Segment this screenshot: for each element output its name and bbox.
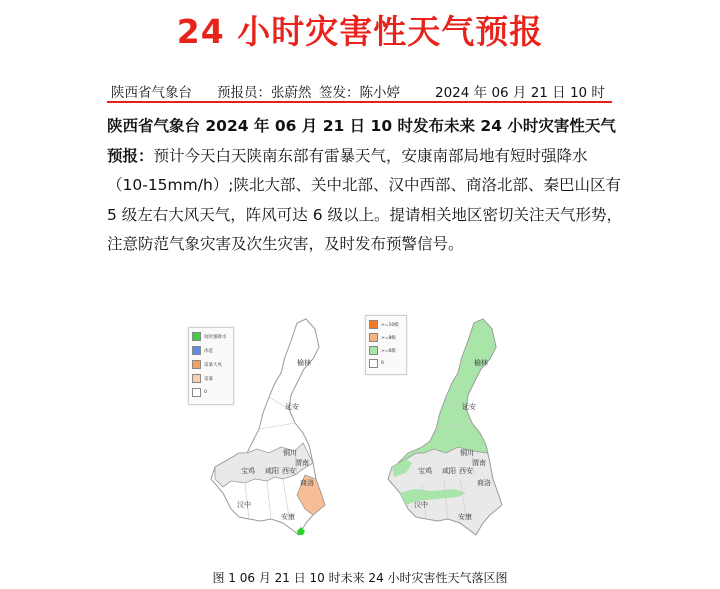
city-label: 渭南 bbox=[295, 459, 309, 467]
city-label: 咸阳 bbox=[265, 467, 279, 475]
legend-swatch bbox=[192, 360, 201, 369]
legend-swatch bbox=[192, 346, 201, 355]
forecast-lead: 陕西省气象台 2024 年 06 月 21 日 10 时发布未来 24 小时灾害性天气预报： bbox=[107, 117, 616, 165]
legend-swatch bbox=[192, 332, 201, 341]
meta-forecaster: 预报员：张蔚然 bbox=[217, 85, 312, 101]
city-label: 商洛 bbox=[477, 479, 491, 487]
legend-item: 冰雹 bbox=[192, 346, 213, 355]
legend-swatch bbox=[369, 333, 378, 342]
legend-swatch bbox=[369, 346, 378, 355]
legend-swatch bbox=[369, 359, 378, 368]
legend-item: >=6级 bbox=[369, 346, 396, 355]
legend-swatch bbox=[192, 388, 201, 397]
legend-item: 短时强降水 bbox=[192, 332, 227, 341]
city-label: 咸阳 bbox=[442, 467, 456, 475]
city-label: 汉中 bbox=[414, 501, 428, 509]
city-label: 商洛 bbox=[300, 479, 314, 487]
city-label: 延安 bbox=[462, 403, 476, 411]
city-label: 渭南 bbox=[472, 459, 486, 467]
meta-signer: 签发：陈小婷 bbox=[319, 85, 400, 101]
wind-6-area-north bbox=[398, 319, 496, 463]
city-label: 宝鸡 bbox=[418, 467, 432, 475]
city-label: 宝鸡 bbox=[241, 467, 255, 475]
city-label: 西安 bbox=[282, 467, 296, 475]
legend-item: 0 bbox=[369, 359, 384, 368]
legend-item: >=10级 bbox=[369, 320, 399, 329]
city-label: 延安 bbox=[285, 403, 299, 411]
city-label: 铜川 bbox=[460, 449, 474, 457]
legend-item: 0 bbox=[192, 388, 207, 397]
legend-right bbox=[365, 315, 407, 375]
city-label: 榆林 bbox=[474, 359, 488, 367]
meta-org: 陕西省气象台 bbox=[111, 85, 192, 101]
city-label: 铜川 bbox=[283, 449, 297, 457]
map-hazard-weather bbox=[185, 313, 345, 543]
forecast-body: 预计今天白天陕南东部有雷暴天气，安康南部局地有短时强降水（10-15mm/h）;陕北大部、关中北部、汉中西部、商洛北部、秦巴山区有 5 级左右大风天气，阵风可达 6 级以上。提请相关地区密切关注天气形势，注意防范气象灾害及次生灾害，及时发布预警信号。 bbox=[107, 146, 623, 253]
meta-line bbox=[111, 81, 609, 101]
city-label: 汉中 bbox=[237, 501, 251, 509]
header-divider bbox=[107, 101, 612, 103]
figure-caption: 图 1 06 月 21 日 10 时未来 24 小时灾害性天气落区图 bbox=[212, 571, 508, 585]
city-label: 西安 bbox=[459, 467, 473, 475]
legend-item: 雷暴大风 bbox=[192, 360, 222, 369]
map-strong-wind bbox=[362, 313, 522, 543]
legend-left bbox=[188, 327, 234, 405]
legend-item: >=8级 bbox=[369, 333, 396, 342]
legend-swatch bbox=[192, 374, 201, 383]
city-label: 安康 bbox=[281, 513, 295, 521]
forecast-text bbox=[107, 112, 627, 260]
legend-swatch bbox=[369, 320, 378, 329]
meta-datetime: 2024 年 06 月 21 日 10 时 bbox=[435, 85, 605, 101]
city-label: 安康 bbox=[458, 513, 472, 521]
legend-item: 雷暴 bbox=[192, 374, 213, 383]
city-label: 榆林 bbox=[297, 359, 311, 367]
page-title: 24 小时灾害性天气预报 bbox=[176, 12, 544, 51]
